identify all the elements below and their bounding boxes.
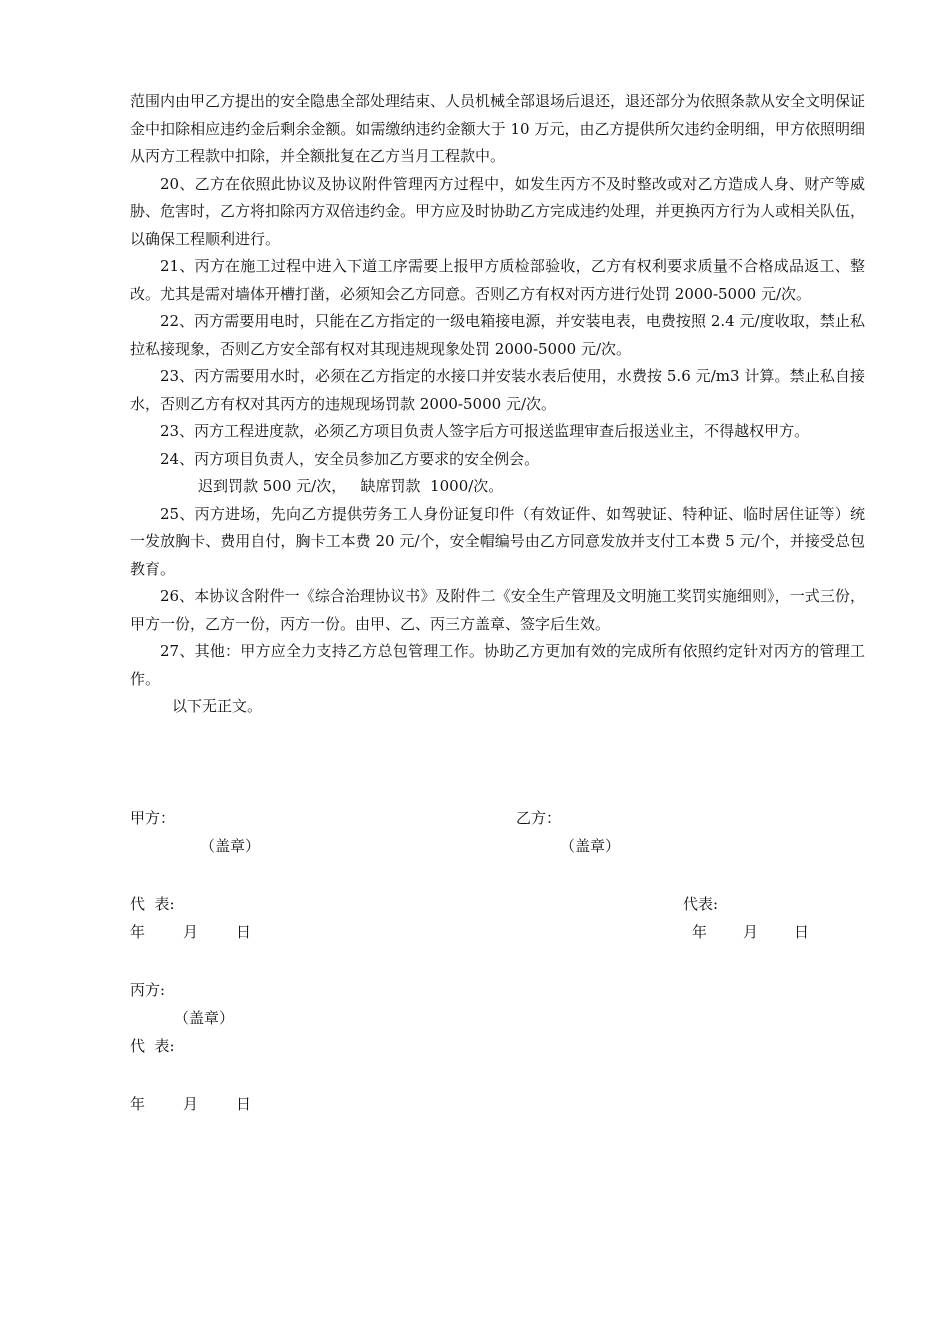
end-of-text-note: 以下无正文。 bbox=[172, 697, 263, 715]
party-a-date-day: 日 bbox=[236, 923, 252, 941]
clause-27: 27、其他：甲方应全力支持乙方总包管理工作。协助乙方更加有效的完成所有依照约定针对丙方的管理工作。 bbox=[130, 642, 865, 688]
party-b-date-day: 日 bbox=[794, 923, 810, 941]
party-a-label: 甲方： bbox=[130, 809, 176, 827]
clause-21: 21、丙方在施工过程中进入下道工序需要上报甲方质检部验收，乙方有权利要求质量不合格成品返工、整改。尤其是需对墙体开槽打凿，必须知会乙方同意。否则乙方有权对丙方进行处罚 2000-5000 元/次。 bbox=[130, 257, 865, 303]
party-a-date bbox=[130, 922, 251, 942]
party-a-representative: 代 表: bbox=[130, 895, 175, 913]
paragraph-continuation: 范围内由甲乙方提出的安全隐患全部处理结束、人员机械全部退场后退还，退还部分为依照条款从安全文明保证金中扣除相应违约金后剩余金额。如需缴纳违约金额大于 10 万元，由乙方提供所欠违约金明细，甲方依照明细从丙方工程款中扣除，并全额批复在乙方当月工程款中。 bbox=[130, 92, 866, 165]
party-c-seal: （盖章） bbox=[174, 1009, 235, 1027]
party-a-date-year: 年 bbox=[130, 923, 146, 941]
party-b-date bbox=[692, 922, 809, 942]
party-c-date bbox=[130, 1094, 251, 1114]
party-b-representative: 代表: bbox=[683, 895, 719, 913]
party-a-date-month: 月 bbox=[183, 923, 199, 941]
party-c-date-day: 日 bbox=[236, 1095, 252, 1113]
party-c-date-month: 月 bbox=[183, 1095, 199, 1113]
party-a-seal: （盖章） bbox=[200, 837, 261, 855]
party-b-label: 乙方： bbox=[516, 809, 562, 827]
clause-25: 25、丙方进场，先向乙方提供劳务工人身份证复印件（有效证件、如驾驶证、特种证、临时居住证等）统一发放胸卡、费用自付，胸卡工本费 20 元/个，安全帽编号由乙方同意发放并支付工本费 5 元/个，并接受总包教育。 bbox=[130, 504, 865, 578]
party-c-representative: 代 表: bbox=[130, 1037, 175, 1055]
contract-body bbox=[130, 88, 865, 721]
party-b-date-month: 月 bbox=[743, 923, 759, 941]
party-b-seal: （盖章） bbox=[560, 837, 621, 855]
clause-23-progress-payment: 23、丙方工程进度款，必须乙方项目负责人签字后方可报送监理审查后报送业主，不得越权甲方。 bbox=[160, 422, 810, 440]
clause-22: 22、丙方需要用电时，只能在乙方指定的一级电箱接电源，并安装电表，电费按照 2.4 元/度收取，禁止私拉私接现象，否则乙方安全部有权对其现违规现象处罚 2000-5000 元/次。 bbox=[130, 312, 865, 358]
clause-26: 26、本协议含附件一《综合治理协议书》及附件二《安全生产管理及文明施工奖罚实施细则》，一式三份，甲方一份，乙方一份，丙方一份。由甲、乙、丙三方盖章、签字后生效。 bbox=[130, 587, 865, 633]
clause-20: 20、乙方在依照此协议及协议附件管理丙方过程中，如发生丙方不及时整改或对乙方造成人身、财产等威胁、危害时，乙方将扣除丙方双倍违约金。甲方应及时协助乙方完成违约处理，并更换丙方行为人或相关队伍，以确保工程顺利进行。 bbox=[130, 174, 866, 248]
party-b-date-year: 年 bbox=[692, 923, 708, 941]
clause-24-fines: 迟到罚款 500 元/次， 缺席罚款 1000/次。 bbox=[198, 477, 504, 495]
clause-23-water: 23、丙方需要用水时，必须在乙方指定的水接口并安装水表后使用，水费按 5.6 元/m3 计算。禁止私自接水，否则乙方有权对其丙方的违规现场罚款 2000-5000 元/次。 bbox=[130, 367, 865, 413]
clause-24: 24、丙方项目负责人，安全员参加乙方要求的安全例会。 bbox=[160, 449, 540, 468]
party-c-date-year: 年 bbox=[130, 1095, 146, 1113]
party-c-label: 丙方: bbox=[130, 981, 166, 999]
